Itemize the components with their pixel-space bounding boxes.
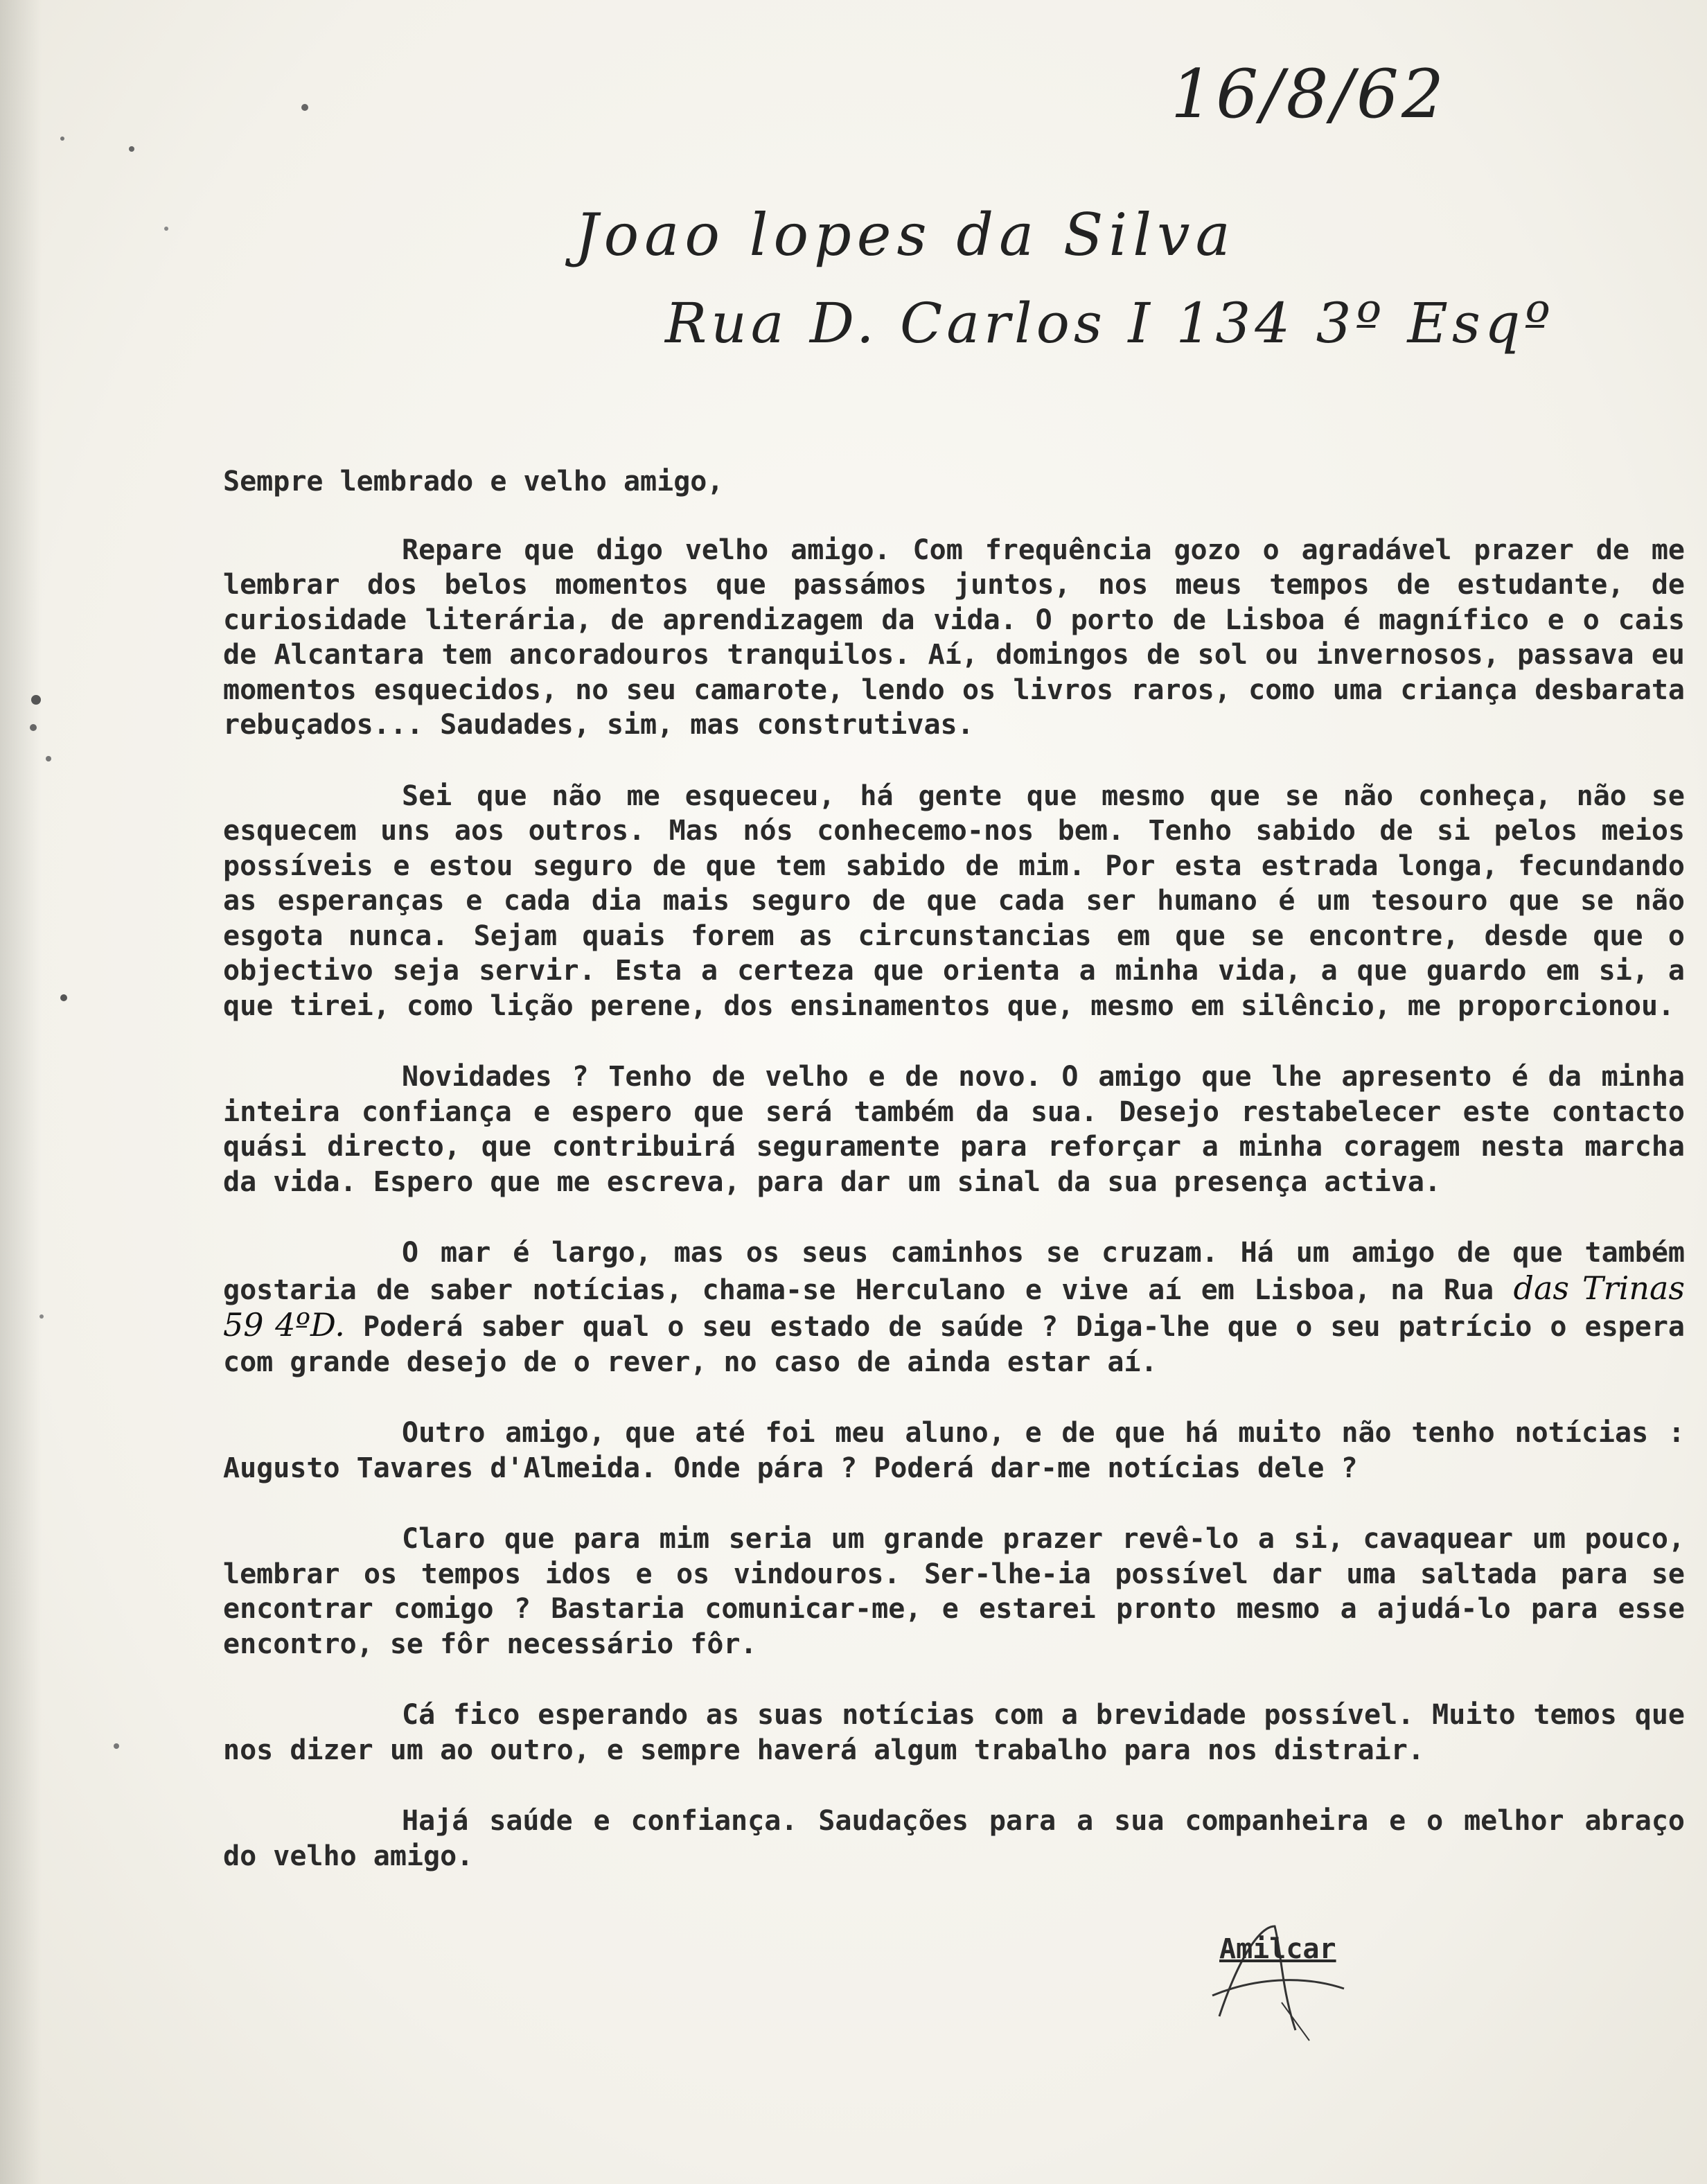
salutation: Sempre lembrado e velho amigo, bbox=[223, 466, 724, 497]
handwritten-recipient-address: Rua D. Carlos I 134 3º Esqº bbox=[665, 291, 1555, 355]
typed-signature: Amilcar bbox=[1219, 1933, 1336, 1965]
handwritten-recipient-name: Joao lopes da Silva bbox=[575, 201, 1236, 269]
paragraph-7: Cá fico esperando as suas notícias com a brevidade possível. Muito temos que nos dizer um ao outro, e sempre haverá algum trabalho para nos distrair. bbox=[223, 1699, 1685, 1766]
signature-scribble bbox=[1199, 1912, 1351, 2044]
paragraph-1: Repare que digo velho amigo. Com frequência gozo o agradável prazer de me lembrar dos belos momentos que passámos juntos, nos meus tempos de estudante, de curiosidade literária, de aprendizagem da vida. O porto de Lisboa é magnífico e o cais de Alcantara tem ancoradouros tranquilos. Aí, domingos de sol ou invernosos, passava eu momentos esquecidos, no seu camarote, lendo os livros raros, como uma criança desbarata rebuçados... Saudades, sim, mas construtivas. bbox=[223, 534, 1685, 741]
paragraph-3: Novidades ? Tenho de velho e de novo. O amigo que lhe apresento é da minha inteira confiança e espero que será também da sua. Desejo restabelecer este contacto quási directo, que contribuirá seguramente para reforçar a minha coragem nesta marcha da vida. Espero que me escreva, para dar um sinal da sua presença activa. bbox=[223, 1061, 1685, 1198]
paragraph-6: Claro que para mim seria um grande prazer revê-lo a si, cavaquear um pouco, lembrar os tempos idos e os vindouros. Ser-lhe-ia possível dar uma saltada para se encontrar comigo ? Bastaria comunicar-me, e estarei pronto mesmo a ajudá-lo para esse encontro, se fôr necessário fôr. bbox=[223, 1523, 1685, 1660]
letter-body bbox=[223, 464, 1685, 1910]
handwritten-street-address: das Trinas 59 4ºD. bbox=[223, 1269, 1685, 1344]
paragraph-4 bbox=[223, 1235, 1685, 1380]
scan-edge-shadow bbox=[0, 0, 42, 2184]
paragraph-4-text-after: Poderá saber qual o seu estado de saúde ? Diga-lhe que o seu patrício o espera com grande desejo de o rever, no caso de ainda estar aí. bbox=[223, 1311, 1685, 1378]
paragraph-8: Hajá saúde e confiança. Saudações para a sua companheira e o melhor abraço do velho amigo. bbox=[223, 1805, 1685, 1872]
handwritten-date: 16/8/62 bbox=[1171, 55, 1447, 133]
paragraph-4-text-before: O mar é largo, mas os seus caminhos se cruzam. Há um amigo de que também gostaria de saber notícias, chama-se Herculano e vive aí em Lisboa, na Rua bbox=[223, 1237, 1685, 1306]
paragraph-5: Outro amigo, que até foi meu aluno, e de que há muito não tenho notícias : Augusto Tavares d'Almeida. Onde pára ? Poderá dar-me notícias dele ? bbox=[223, 1417, 1685, 1484]
paragraph-2: Sei que não me esqueceu, há gente que mesmo que se não conheça, não se esquecem uns aos outros. Mas nós conhecemo-nos bem. Tenho sabido de si pelos meios possíveis e estou seguro de que tem sabido de mim. Por esta estrada longa, fecundando as esperanças e cada dia mais seguro de que cada ser humano é um tesouro que se não esgota nunca. Sejam quais forem as circunstancias em que se encontre, desde que o objectivo seja servir. Esta a certeza que orienta a minha vida, a que guardo em si, a que tirei, como lição perene, dos ensinamentos que, mesmo em silêncio, me proporcionou. bbox=[223, 780, 1685, 1022]
